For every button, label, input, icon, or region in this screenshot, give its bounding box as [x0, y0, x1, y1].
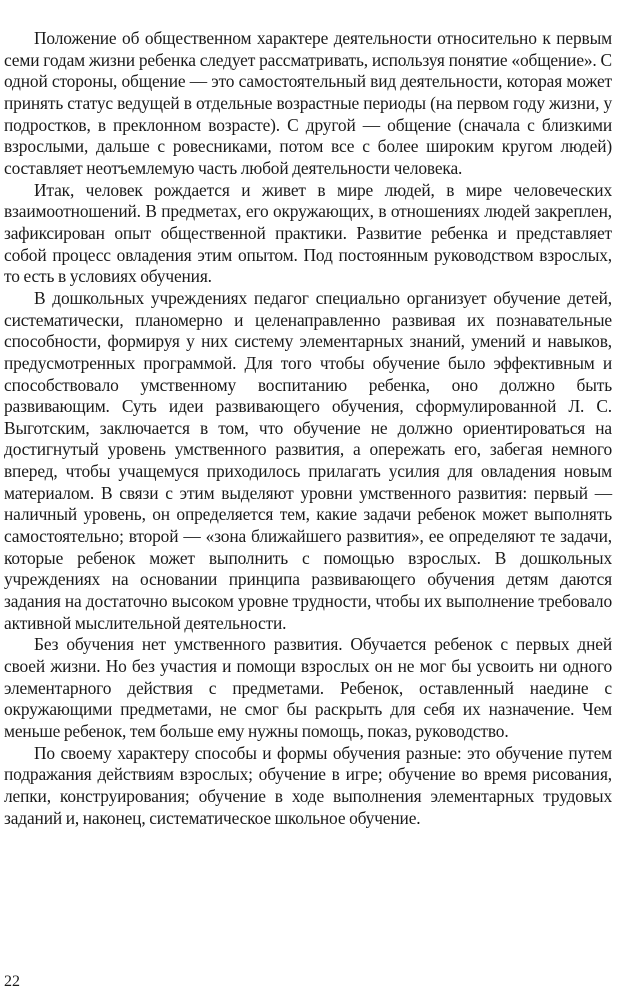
- paragraph-3: В дошкольных учреждениях педагог специально организует обучение детей, систематически, планомерно и целенаправленно развивая их познавательные способности, формируя у них систему элементарных знаний, умений и навыков, предусмотренных программой. Для того чтобы обучение было эффективным и способствовало умственному воспитанию ребенка, оно должно быть развивающим. Суть идеи развивающего обучения, сформулированной Л. С. Выготским, заключается в том, что обучение не должно ориентироваться на достигнутый уровень умственного развития, а опережать его, забегая немного вперед, чтобы учащемуся приходилось прилагать усилия для овладения новым материалом. В связи с этим выделяют уровни умственного развития: первый — наличный уровень, он определяется тем, какие задачи ребенок может выполнять самостоятельно; второй — «зона ближайшего развития», ее определяют те задачи, которые ребенок может выполнить с помощью взрослых. В дошкольных учреждениях на основании принципа развивающего обучения детям даются задания на достаточно высоком уровне трудности, чтобы их выполнение требовало активной мыслительной деятельности.: [4, 287, 612, 633]
- paragraph-5: По своему характеру способы и формы обучения разные: это обучение путем подражания действиям взрослых; обучение в игре; обучение во время рисования, лепки, конструирования; обучение в ходе выполнения элементарных трудовых заданий и, наконец, систематическое школьное обучение.: [4, 742, 612, 828]
- paragraph-4: Без обучения нет умственного развития. Обучается ребенок с первых дней своей жизни. Но без участия и помощи взрослых он не мог бы усвоить ни одного элементарного действия с предметами. Ребенок, оставленный наедине с окружающими предметами, не смог бы раскрыть для себя их назначение. Чем меньше ребенок, тем больше ему нужны помощь, показ, руководство.: [4, 634, 612, 741]
- body-text: [4, 28, 612, 829]
- page-number: 22: [4, 973, 20, 990]
- paragraph-1: Положение об общественном характере деятельности относительно к первым семи годам жизни ребенка следует рассматривать, используя понятие «общение». С одной стороны, общение — это самостоятельный вид деятельности, которая может принять статус ведущей в отдельные возрастные периоды (на первом году жизни, у подростков, в преклонном возрасте). С другой — общение (сначала с близкими взрослыми, дальше с ровесниками, потом все с более широким кругом людей) составляет неотъемлемую часть любой деятельности человека.: [4, 28, 612, 178]
- paragraph-2: Итак, человек рождается и живет в мире людей, в мире человеческих взаимоотношений. В предметах, его окружающих, в отношениях людей закреплен, зафиксирован опыт общественной практики. Развитие ребенка и представляет собой процесс овладения этим опытом. Под постоянным руководством взрослых, то есть в условиях обучения.: [4, 179, 612, 287]
